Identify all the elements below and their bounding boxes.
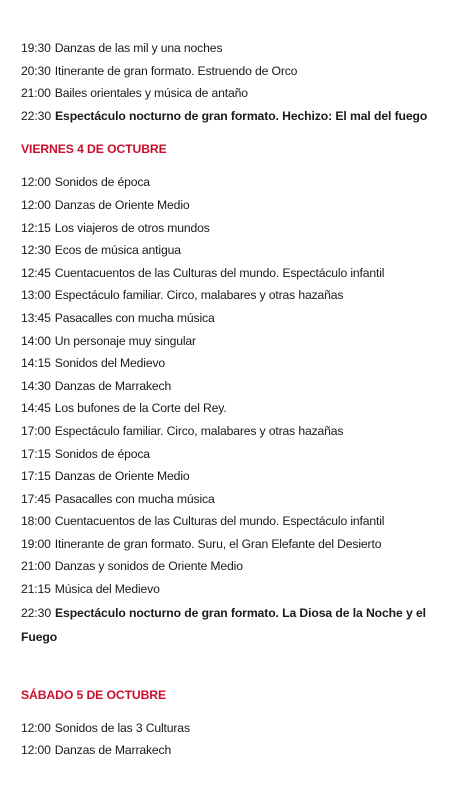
schedule-item xyxy=(21,443,461,466)
schedule-item xyxy=(21,578,461,601)
day-heading-sabado: SÁBADO 5 DE OCTUBRE xyxy=(21,687,167,702)
item-text: Pasacalles con mucha música xyxy=(54,491,215,506)
schedule-item xyxy=(21,375,461,398)
item-text: Itinerante de gran formato. Estruendo de Orco xyxy=(54,63,298,78)
item-text: Espectáculo familiar. Circo, malabares y otras hazañas xyxy=(54,423,344,438)
item-text: Danzas de Marrakech xyxy=(54,378,172,393)
item-time: 12:15 xyxy=(21,220,51,235)
schedule-item xyxy=(21,262,461,285)
item-time: 22:30 xyxy=(21,108,51,123)
item-text: Danzas de Oriente Medio xyxy=(54,469,190,484)
schedule-item xyxy=(21,307,461,330)
item-time: 17:45 xyxy=(21,491,51,506)
item-time: 14:45 xyxy=(21,401,51,416)
item-time: 14:30 xyxy=(21,378,51,393)
item-text: Ecos de música antigua xyxy=(54,243,181,258)
schedule-document xyxy=(21,37,461,762)
schedule-item xyxy=(21,330,461,353)
item-text: Música del Medievo xyxy=(54,582,160,597)
schedule-item xyxy=(21,420,461,443)
item-text: Sonidos del Medievo xyxy=(54,356,166,371)
day-heading-viernes: VIERNES 4 DE OCTUBRE xyxy=(21,142,167,157)
schedule-item xyxy=(21,397,461,420)
item-text: Un personaje muy singular xyxy=(54,333,196,348)
item-text: Danzas y sonidos de Oriente Medio xyxy=(54,559,243,574)
item-text: Espectáculo nocturno de gran formato. La Diosa de la Noche y el Fuego xyxy=(21,605,426,644)
item-time: 14:15 xyxy=(21,356,51,371)
schedule-item xyxy=(21,717,461,740)
schedule-item-highlight xyxy=(21,105,461,128)
item-time: 12:00 xyxy=(21,743,51,758)
item-time: 13:45 xyxy=(21,310,51,325)
item-text: Sonidos de época xyxy=(54,175,150,190)
item-text: Sonidos de las 3 Culturas xyxy=(54,720,190,735)
schedule-item xyxy=(21,488,461,511)
item-text: Danzas de las mil y una noches xyxy=(54,41,223,55)
item-text: Danzas de Oriente Medio xyxy=(54,197,190,212)
item-text: Espectáculo familiar. Circo, malabares y otras hazañas xyxy=(54,288,344,303)
item-text: Espectáculo nocturno de gran formato. Hechizo: El mal del fuego xyxy=(55,108,428,123)
item-time: 21:00 xyxy=(21,86,51,101)
schedule-item xyxy=(21,284,461,307)
schedule-item xyxy=(21,533,461,556)
schedule-item xyxy=(21,239,461,262)
item-time: 17:15 xyxy=(21,446,51,461)
item-time: 13:00 xyxy=(21,288,51,303)
item-text: Cuentacuentos de las Culturas del mundo. Espectáculo infantil xyxy=(54,514,385,529)
item-text: Los bufones de la Corte del Rey. xyxy=(54,401,227,416)
item-time: 12:30 xyxy=(21,243,51,258)
item-time: 19:00 xyxy=(21,536,51,551)
item-time: 18:00 xyxy=(21,514,51,529)
schedule-item xyxy=(21,739,461,762)
item-time: 12:45 xyxy=(21,265,51,280)
item-time: 20:30 xyxy=(21,63,51,78)
item-time: 21:00 xyxy=(21,559,51,574)
schedule-item-highlight xyxy=(21,601,461,649)
item-time: 17:15 xyxy=(21,469,51,484)
item-text: Danzas de Marrakech xyxy=(54,743,172,758)
item-time: 14:00 xyxy=(21,333,51,348)
schedule-item xyxy=(21,37,461,60)
schedule-item xyxy=(21,60,461,83)
item-text: Bailes orientales y música de antaño xyxy=(54,86,248,101)
schedule-item xyxy=(21,194,461,217)
item-text: Los viajeros de otros mundos xyxy=(54,220,210,235)
item-text: Pasacalles con mucha música xyxy=(54,310,215,325)
item-time: 12:00 xyxy=(21,197,51,212)
schedule-item xyxy=(21,217,461,240)
schedule-item xyxy=(21,555,461,578)
schedule-item xyxy=(21,510,461,533)
item-time: 22:30 xyxy=(21,605,51,620)
schedule-item xyxy=(21,465,461,488)
item-time: 19:30 xyxy=(21,41,51,55)
item-time: 12:00 xyxy=(21,720,51,735)
item-time: 12:00 xyxy=(21,175,51,190)
item-time: 21:15 xyxy=(21,582,51,597)
item-text: Itinerante de gran formato. Suru, el Gran Elefante del Desierto xyxy=(54,536,382,551)
schedule-item xyxy=(21,171,461,194)
item-time: 17:00 xyxy=(21,423,51,438)
item-text: Cuentacuentos de las Culturas del mundo. Espectáculo infantil xyxy=(54,265,385,280)
schedule-item xyxy=(21,82,461,105)
schedule-item xyxy=(21,352,461,375)
item-text: Sonidos de época xyxy=(54,446,150,461)
